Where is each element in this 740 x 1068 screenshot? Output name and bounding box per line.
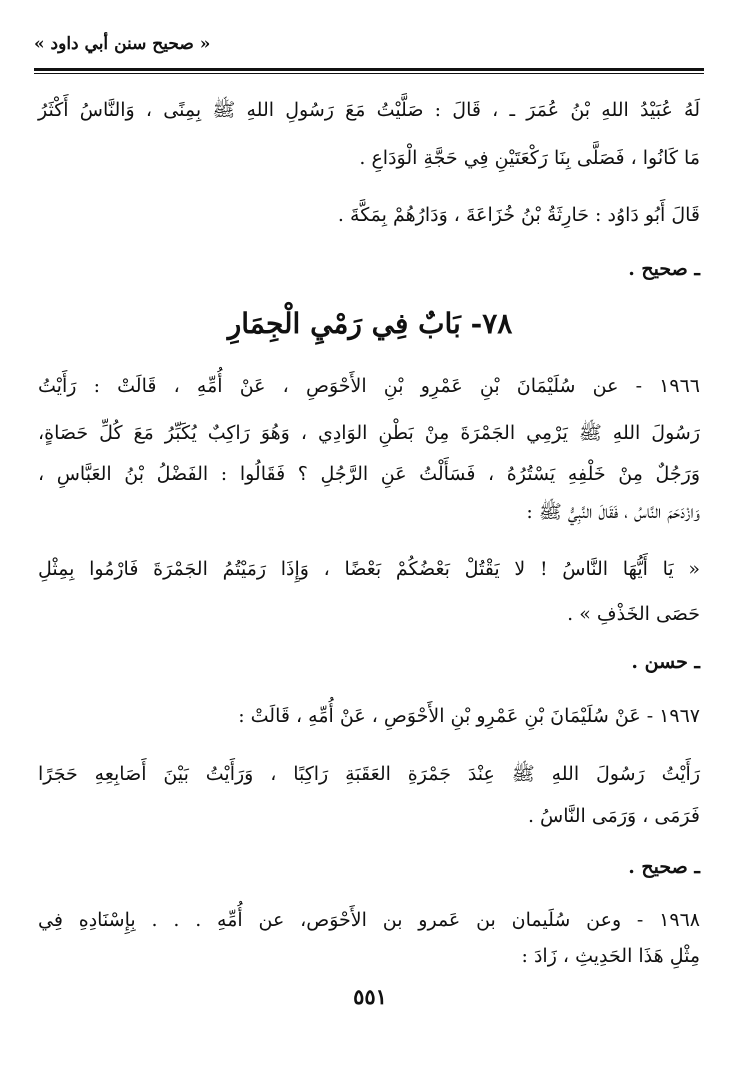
running-header-title: « صحيح سنن أبي داود » [34,34,211,54]
hadith-grade: ـ صحيح . [628,258,700,280]
hadith-text-line: وَرَجُلٌ مِنْ خَلْفِهِ يَسْتُرُهُ ، فَسَأَلْتُ عَنِ الرَّجُلِ ؟ فَقَالُوا : الفَضْلُ بْنُ العَبَّاسِ ، [38,463,700,485]
hadith-text-line: ١٩٦٦ - عن سُلَيْمَانَ بْنِ عَمْرِو بْنِ الأَحْوَصِ ، عَنْ أُمِّهِ ، قَالَتْ : رَأَيْتُ [38,375,700,397]
hadith-text-line: مِثْلِ هَذَا الحَدِيثِ ، زَادَ : [521,945,700,967]
hadith-text-line: « يَا أَيُّهَا النَّاسُ ! لا يَقْتُلْ بَعْضُكُمْ بَعْضًا ، وَإِذَا رَمَيْتُمُ الجَمْرَةَ فَارْمُوا بِمِثْلِ [38,558,700,580]
text-line: لَهُ عُبَيْدُ اللهِ بْنُ عُمَرَ ـ ، قَالَ : صَلَّيْتُ مَعَ رَسُولِ اللهِ ﷺ بِمِنًى ، وَالنَّاسُ أَكْثَرُ [38,99,700,121]
header-rule-thin [34,73,704,74]
text-line: قَالَ أَبُو دَاوُد : حَارِثَةُ بْنُ خُزَاعَةَ ، وَدَارُهُمْ بِمَكَّةَ . [337,204,700,226]
chapter-heading: ٧٨- بَابٌ فِي رَمْيِ الْجِمَارِ [227,307,513,340]
hadith-text-line: ١٩٦٨ - وعن سُلَيمان بن عَمرو بن الأَحْوَص، عن أُمِّهِ . . . بِإِسْنَادِهِ فِي [38,909,700,931]
hadith-text-line: ١٩٦٧ - عَنْ سُلَيْمَانَ بْنِ عَمْرِو بْنِ الأَحْوَصِ ، عَنْ أُمِّهِ ، قَالَتْ : [238,705,700,727]
hadith-text-line: فَرَمَى ، وَرَمَى النَّاسُ . [527,805,700,827]
hadith-text-line: رَأَيْتُ رَسُولَ اللهِ ﷺ عِنْدَ جَمْرَةِ العَقَبَةِ رَاكِبًا ، وَرَأَيْتُ بَيْنَ أَصَابِعِهِ حَجَرًا [38,763,700,785]
hadith-text-line: وَازْدَحَمَ النَّاسُ ، فَقَالَ النَّبِيُّ ﷺ : [526,501,700,523]
hadith-grade: ـ حسن . [631,651,700,673]
hadith-text-line: حَصَى الخَذْفِ » . [567,603,700,625]
hadith-grade: ـ صحيح . [628,856,700,878]
page-number: ٥٥١ [353,984,387,1009]
header-rule-thick [34,68,704,71]
hadith-text-line: رَسُولَ اللهِ ﷺ يَرْمِي الجَمْرَةَ مِنْ بَطْنِ الوَادِي ، وَهُوَ رَاكِبٌ يُكَبِّرُ مَعَ كُلِّ حَصَاةٍ، [38,422,700,444]
text-line: مَا كَانُوا ، فَصَلَّى بِنَا رَكْعَتَيْنِ فِي حَجَّةِ الْوَدَاعِ . [359,147,700,169]
